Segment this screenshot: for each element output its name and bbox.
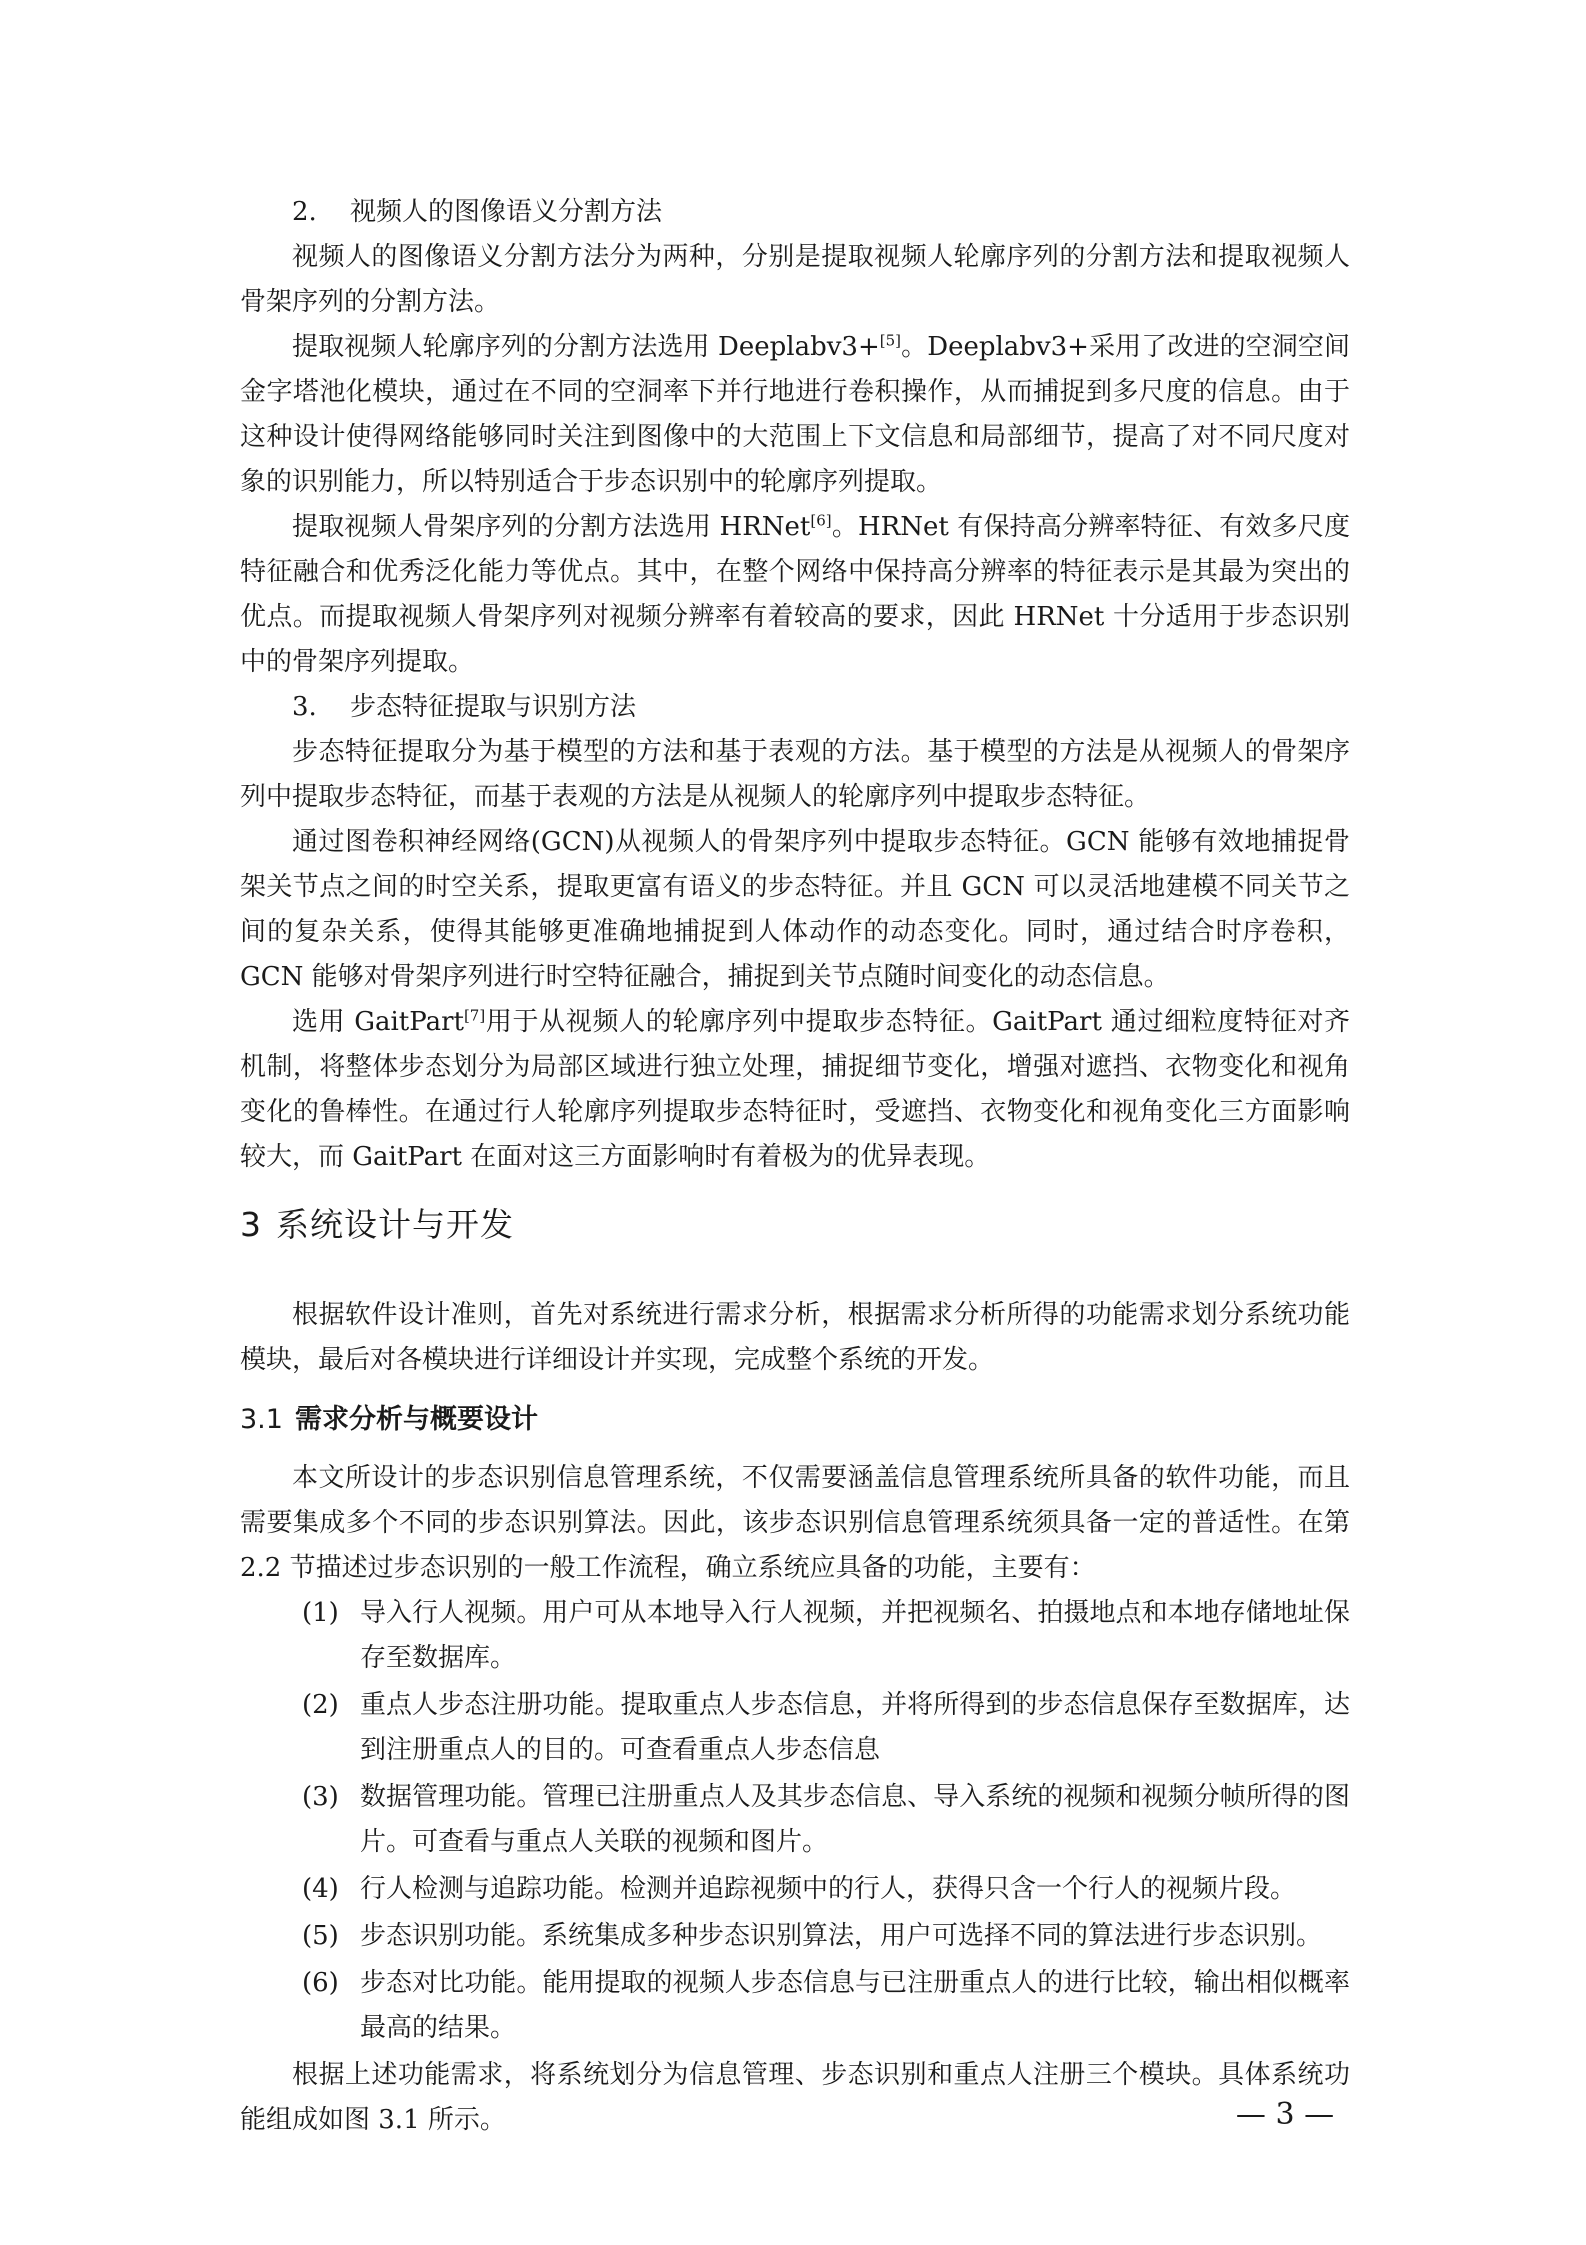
paragraph-text: 。Deeplabv3+采用了改进的空洞空间金字塔池化模块，通过在不同的空洞率下并行地进行卷积操作，从而捕捉到多尺度的信息。由于这种设计使得网络能够同时关注到图像中的大范围上下文信息和局部细节，提高了对不同尺度对象的识别能力，所以特别适合于步态识别中的轮廓序列提取。 [240, 332, 1350, 497]
list-heading-item-3 [240, 685, 1350, 730]
paragraph-feature-methods: 步态特征提取分为基于模型的方法和基于表观的方法。基于模型的方法是从视频人的骨架序列中提取步态特征，而基于表观的方法是从视频人的轮廓序列中提取步态特征。 [240, 737, 1350, 812]
list-item [240, 1914, 1350, 1959]
list-heading-title: 视频人的图像语义分割方法 [350, 197, 663, 227]
list-item-number: (1) [302, 1598, 339, 1628]
paragraph-text: 提取视频人骨架序列的分割方法选用 HRNet [292, 512, 811, 542]
paragraph-text: 。HRNet 有保持高分辨率特征、有效多尺度特征融合和优秀泛化能力等优点。其中，在整个网络中保持高分辨率的特征表示是其最为突出的优点。而提取视频人骨架序列对视频分辨率有着较高的要求，因此 HRNet 十分适用于步态识别中的骨架序列提取。 [240, 512, 1350, 677]
list-item-text: 步态对比功能。能用提取的视频人步态信息与已注册重点人的进行比较，输出相似概率最高的结果。 [360, 1968, 1350, 2043]
paragraph-module-division: 根据上述功能需求，将系统划分为信息管理、步态识别和重点人注册三个模块。具体系统功能组成如图 3.1 所示。 [240, 2060, 1350, 2135]
list-heading-number: 3. [292, 692, 317, 722]
list-item [240, 1961, 1350, 2051]
list-item-text: 重点人步态注册功能。提取重点人步态信息，并将所得到的步态信息保存至数据库，达到注册重点人的目的。可查看重点人步态信息 [360, 1690, 1350, 1765]
list-heading-item-2 [240, 190, 1350, 235]
list-item-number: (5) [302, 1921, 339, 1951]
subsection-title: 需求分析与概要设计 [294, 1404, 538, 1435]
list-item-number: (6) [302, 1968, 339, 1998]
list-item-text: 数据管理功能。管理已注册重点人及其步态信息、导入系统的视频和视频分帧所得的图片。可查看与重点人关联的视频和图片。 [360, 1782, 1350, 1857]
list-item [240, 1775, 1350, 1865]
paragraph-text: 用于从视频人的轮廓序列中提取步态特征。GaitPart 通过细粒度特征对齐机制，将整体步态划分为局部区域进行独立处理，捕捉细节变化，增强对遮挡、衣物变化和视角变化的鲁棒性。在通过行人轮廓序列提取步态特征时，受遮挡、衣物变化和视角变化三方面影响较大，而 GaitPart 在面对这三方面影响时有着极为的优异表现。 [240, 1007, 1350, 1172]
citation-ref: [7] [463, 1006, 486, 1025]
paragraph-requirements-intro: 本文所设计的步态识别信息管理系统，不仅需要涵盖信息管理系统所具备的软件功能，而且需要集成多个不同的步态识别算法。因此，该步态识别信息管理系统须具备一定的普适性。在第 2.2 节描述过步态识别的一般工作流程，确立系统应具备的功能，主要有： [240, 1463, 1350, 1583]
list-item-text: 导入行人视频。用户可从本地导入行人视频，并把视频名、拍摄地点和本地存储地址保存至数据库。 [360, 1598, 1350, 1673]
paragraph-hrnet [240, 505, 1350, 685]
list-item-number: (4) [302, 1874, 339, 1904]
paragraph-design-principle: 根据软件设计准则，首先对系统进行需求分析，根据需求分析所得的功能需求划分系统功能模块，最后对各模块进行详细设计并实现，完成整个系统的开发。 [240, 1300, 1350, 1375]
requirements-list [240, 1591, 1350, 2051]
paragraph-text: 提取视频人轮廓序列的分割方法选用 Deeplabv3+ [292, 332, 880, 362]
list-item-number: (3) [302, 1782, 339, 1812]
paragraph-gaitpart [240, 1000, 1350, 1180]
citation-ref: [6] [810, 511, 832, 530]
paragraph-gcn: 通过图卷积神经网络(GCN)从视频人的骨架序列中提取步态特征。GCN 能够有效地捕捉骨架关节点之间的时空关系，提取更富有语义的步态特征。并且 GCN 可以灵活地建模不同关节之间的复杂关系，使得其能够更准确地捕捉到人体动作的动态变化。同时，通过结合时序卷积，GCN 能够对骨架序列进行时空特征融合，捕捉到关节点随时间变化的动态信息。 [240, 827, 1350, 992]
section-heading-3-1 [240, 1397, 1350, 1442]
list-item-number: (2) [302, 1690, 339, 1720]
subsection-number: 3.1 [240, 1404, 283, 1435]
paragraph-segmentation-overview: 视频人的图像语义分割方法分为两种，分别是提取视频人轮廓序列的分割方法和提取视频人骨架序列的分割方法。 [240, 242, 1350, 317]
paragraph-deeplab [240, 325, 1350, 505]
list-item [240, 1683, 1350, 1773]
list-item-text: 步态识别功能。系统集成多种步态识别算法，用户可选择不同的算法进行步态识别。 [360, 1921, 1323, 1951]
paragraph-text: 选用 GaitPart [292, 1007, 464, 1037]
section-heading-3 [240, 1202, 1350, 1247]
list-item [240, 1591, 1350, 1681]
citation-ref: [5] [879, 331, 902, 350]
section-title: 系统设计与开发 [276, 1205, 514, 1244]
page-number: — 3 — [1235, 2097, 1335, 2132]
list-heading-number: 2. [292, 197, 317, 227]
list-item-text: 行人检测与追踪功能。检测并追踪视频中的行人，获得只含一个行人的视频片段。 [360, 1874, 1297, 1904]
section-number: 3 [240, 1205, 262, 1244]
list-item [240, 1867, 1350, 1912]
list-heading-title: 步态特征提取与识别方法 [350, 692, 637, 722]
page-body [240, 190, 1350, 2143]
